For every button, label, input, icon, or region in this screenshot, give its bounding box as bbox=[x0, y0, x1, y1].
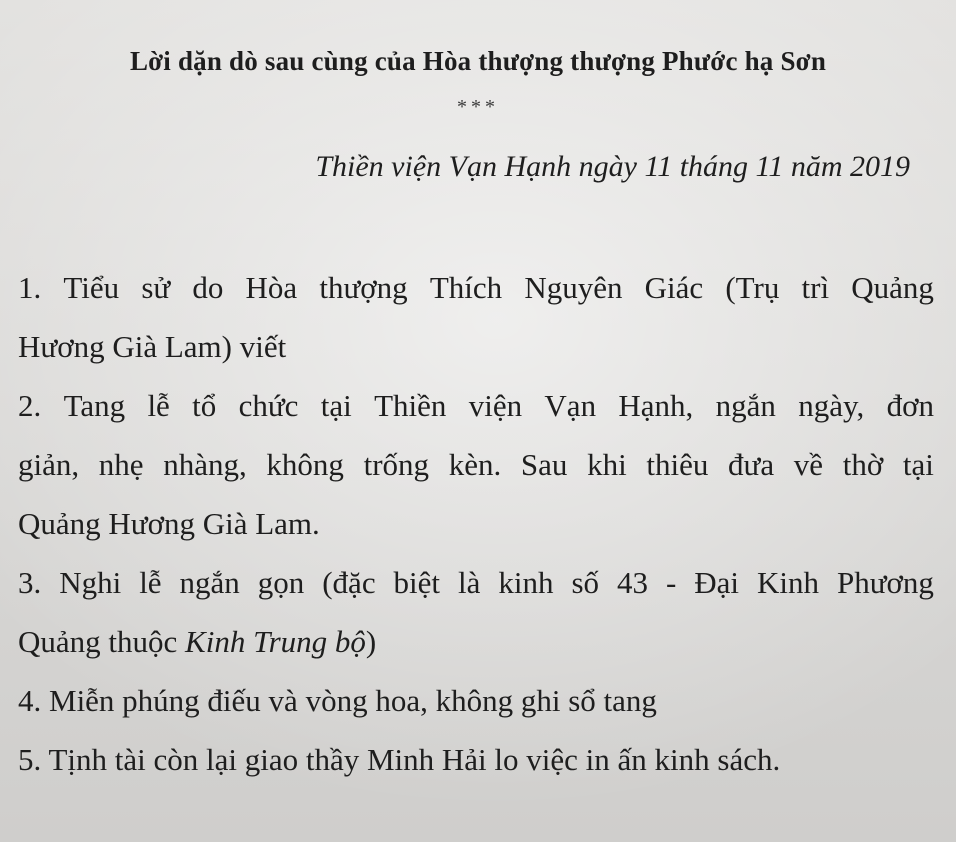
dateline: Thiền viện Vạn Hạnh ngày 11 tháng 11 năm 2019 bbox=[315, 150, 910, 183]
word: ngày, bbox=[798, 388, 865, 423]
word: không bbox=[266, 447, 344, 482]
word: kèn. bbox=[448, 447, 502, 482]
list-item-line bbox=[18, 376, 934, 435]
word: Hạnh, bbox=[618, 388, 694, 423]
list-item-line bbox=[18, 258, 934, 317]
list-item-line bbox=[18, 612, 934, 671]
word: đưa bbox=[728, 447, 775, 482]
word: về bbox=[793, 447, 824, 482]
word: Vạn bbox=[544, 388, 597, 423]
instruction-list bbox=[18, 258, 934, 789]
word: Phương bbox=[836, 565, 934, 600]
word: thờ bbox=[842, 447, 884, 482]
word: giản, bbox=[18, 447, 80, 482]
word: Tiểu bbox=[63, 270, 120, 305]
word: Giác bbox=[644, 270, 704, 305]
list-item-line bbox=[18, 435, 934, 494]
word: 2. bbox=[18, 388, 42, 423]
word: Tang bbox=[63, 388, 126, 423]
word: Nghi bbox=[59, 565, 122, 600]
word: 43 bbox=[617, 565, 648, 600]
list-item-line: Quảng Hương Già Lam. bbox=[18, 506, 320, 541]
word: - bbox=[665, 565, 677, 600]
word: Hòa bbox=[245, 270, 298, 305]
word: tổ bbox=[192, 388, 217, 423]
document-title: Lời dặn dò sau cùng của Hòa thượng thượng Phước hạ Sơn bbox=[129, 46, 827, 76]
word: do bbox=[192, 270, 224, 305]
word: Thích bbox=[429, 270, 503, 305]
word: kinh bbox=[498, 565, 554, 600]
list-item-2 bbox=[18, 376, 934, 553]
word: khi bbox=[587, 447, 627, 482]
word: Nguyên bbox=[524, 270, 623, 305]
word: đơn bbox=[886, 388, 934, 423]
word: Đại bbox=[694, 565, 740, 600]
word: trống bbox=[363, 447, 430, 482]
word: nhẹ bbox=[98, 447, 144, 482]
word: Quảng bbox=[851, 270, 934, 305]
item-text: ) bbox=[365, 624, 377, 659]
word: ngắn bbox=[179, 565, 240, 600]
word: tại bbox=[902, 447, 934, 482]
word: 1. bbox=[18, 270, 42, 305]
word: Thiền bbox=[374, 388, 447, 423]
list-item-1 bbox=[18, 258, 934, 376]
list-item-line bbox=[18, 553, 934, 612]
word: trì bbox=[801, 270, 830, 305]
word: 3. bbox=[18, 565, 42, 600]
list-item-line: Hương Già Lam) viết bbox=[18, 329, 287, 364]
word: viện bbox=[468, 388, 523, 423]
word: nhàng, bbox=[163, 447, 247, 482]
word: thiêu bbox=[646, 447, 709, 482]
word: tại bbox=[320, 388, 352, 423]
word: là bbox=[458, 565, 481, 600]
word: gọn bbox=[257, 565, 305, 600]
word: (đặc bbox=[322, 565, 376, 600]
word: ngắn bbox=[715, 388, 776, 423]
item-text: Quảng thuộc bbox=[18, 624, 186, 659]
list-item-4 bbox=[18, 671, 934, 730]
word: Sau bbox=[520, 447, 568, 482]
list-item-line: 4. Miễn phúng điếu và vòng hoa, không ghi sổ tang bbox=[18, 683, 657, 718]
book-title: Kinh Trung bộ bbox=[185, 624, 366, 659]
word: lễ bbox=[147, 388, 170, 423]
word: Kinh bbox=[757, 565, 819, 600]
word: sử bbox=[141, 270, 171, 305]
list-item-5 bbox=[18, 730, 934, 789]
separator-stars: *** bbox=[457, 96, 499, 118]
list-item-line: 5. Tịnh tài còn lại giao thầy Minh Hải lo việc in ấn kinh sách. bbox=[18, 742, 781, 777]
word: chức bbox=[238, 388, 299, 423]
word: biệt bbox=[393, 565, 441, 600]
word: thượng bbox=[319, 270, 408, 305]
word: lễ bbox=[139, 565, 162, 600]
list-item-3 bbox=[18, 553, 934, 671]
word: số bbox=[571, 565, 600, 600]
word: (Trụ bbox=[725, 270, 780, 305]
